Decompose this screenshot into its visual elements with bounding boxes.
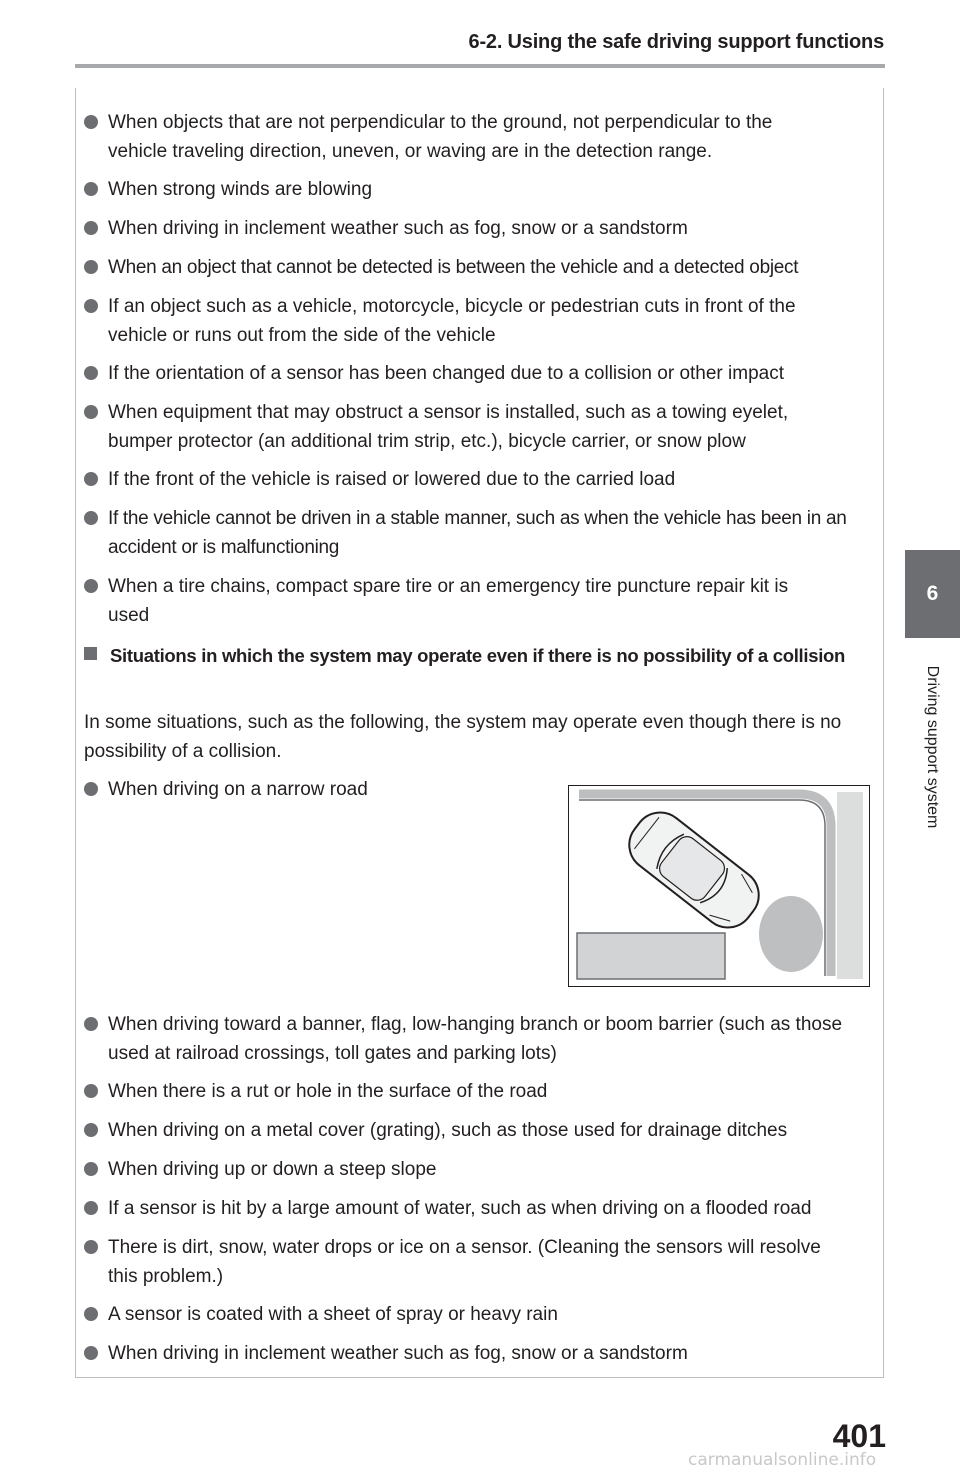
list-item: When driving on a metal cover (grating), such as those used for drainage ditches — [84, 1116, 874, 1145]
list-item: When an object that cannot be detected is between the vehicle and a detected object — [84, 253, 874, 282]
roadside-block — [577, 933, 725, 979]
list-item: If the orientation of a sensor has been changed due to a collision or other impact — [84, 359, 874, 388]
list-item: If an object such as a vehicle, motorcycle, bicycle or pedestrian cuts in front of the vehicle or runs out from the side of the vehicle — [84, 292, 829, 350]
list-item: When driving toward a banner, flag, low-hanging branch or boom barrier (such as those used at railroad crossings, toll gates and parking lots) — [84, 1010, 844, 1068]
bullet-icon — [84, 182, 98, 196]
car-icon — [619, 802, 769, 938]
list-item: If a sensor is hit by a large amount of water, such as when driving on a flooded road — [84, 1194, 874, 1223]
bullet-icon — [84, 782, 98, 796]
bullet-icon — [84, 1017, 98, 1031]
bullet-icon — [84, 221, 98, 235]
section-heading: Situations in which the system may operate even if there is no possibility of a collision — [84, 641, 864, 670]
running-header: 6-2. Using the safe driving support functions — [468, 31, 884, 53]
list-item: When equipment that may obstruct a sensor is installed, such as a towing eyelet, bumper protector (an additional trim strip, etc.), bicycle carrier, or snow plow — [84, 398, 824, 456]
bullet-icon — [84, 1123, 98, 1137]
bullet-icon — [84, 299, 98, 313]
narrow-road-illustration — [568, 785, 870, 987]
list-item: When driving on a narrow road — [84, 775, 544, 804]
bullet-icon — [84, 472, 98, 486]
watermark: carmanualsonline.info — [688, 1450, 877, 1470]
bullet-icon — [84, 511, 98, 525]
list-item: When driving in inclement weather such as fog, snow or a sandstorm — [84, 214, 864, 243]
bullet-icon — [84, 1201, 98, 1215]
bullet-icon — [84, 366, 98, 380]
bullet-icon — [84, 1162, 98, 1176]
bullet-icon — [84, 1084, 98, 1098]
list-item: There is dirt, snow, water drops or ice on a sensor. (Cleaning the sensors will resolve this problem.) — [84, 1233, 854, 1291]
chapter-number: 6 — [926, 582, 939, 605]
list-item: When strong winds are blowing — [84, 175, 864, 204]
narrow-road-diagram — [569, 786, 868, 985]
list-item: If the front of the vehicle is raised or lowered due to the carried load — [84, 465, 874, 494]
list-item: If the vehicle cannot be driven in a stable manner, such as when the vehicle has been in an accident or is malfunctioning — [84, 504, 879, 562]
list-item: When objects that are not perpendicular to the ground, not perpendicular to the vehicle traveling direction, uneven, or waving are in the detection range. — [84, 108, 824, 166]
section-intro: In some situations, such as the following, the system may operate even though there is no possibility of a collision. — [84, 712, 842, 762]
list-item: When driving up or down a steep slope — [84, 1155, 864, 1184]
list-item: When driving in inclement weather such as fog, snow or a sandstorm — [84, 1339, 864, 1368]
roadside-area — [837, 792, 863, 979]
detection-zone — [759, 896, 823, 972]
header-rule — [75, 64, 885, 68]
section-square-icon — [84, 647, 97, 660]
bullet-icon — [84, 1240, 98, 1254]
bullet-icon — [84, 260, 98, 274]
chapter-label: Driving support system — [924, 665, 941, 829]
list-item: When there is a rut or hole in the surface of the road — [84, 1077, 864, 1106]
bullet-icon — [84, 405, 98, 419]
list-item: A sensor is coated with a sheet of spray or heavy rain — [84, 1300, 864, 1329]
bullet-icon — [84, 115, 98, 129]
bullet-icon — [84, 579, 98, 593]
bullet-icon — [84, 1307, 98, 1321]
bullet-icon — [84, 1346, 98, 1360]
list-item: When a tire chains, compact spare tire or an emergency tire puncture repair kit is used — [84, 572, 829, 630]
page-number: 401 — [832, 1418, 886, 1454]
